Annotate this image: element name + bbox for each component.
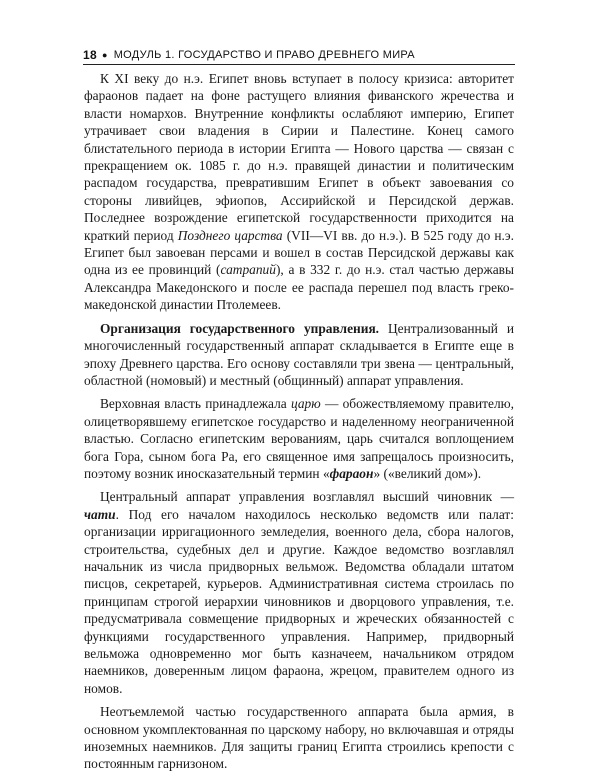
emphasized-text: Организация государственного управления. [100, 320, 380, 336]
paragraph [84, 703, 514, 773]
text-run: Центральный аппарат управления возглавлял высший чиновник — [100, 489, 514, 505]
text-run: . Под его началом находилось несколько ведомств или палат: организации ирригационного земледелия, военного дела, сбора налогов, строительства, судебных дел и другие. Каждое ведомство возглавлял начальник из числа придворных вельмож. Ведомства обладали штатом писцов, секретарей, курьеров. Административная система строилась по принципам строгой иерархии чиновников и дворцового управления, т.е. предусматривала совмещение придворных и жреческих обязанностей с функциями государственного управления. Например, придворный вельможа одновременно мог быть казначеем, начальником отрядом наемников, доверенным лицом фараона, жрецом, правителем одного из номов. [84, 506, 514, 696]
header-rule [83, 64, 515, 65]
text-run: К XI веку до н.э. Египет вновь вступает в полосу кризиса: авторитет фараонов падает на фоне растущего влияния фиванского жречества и власти номархов. Внутренние конфликты ослабляют империю, Египет утрачивает свои владения в Сирии и Палестине. Конец самого блистательного периода в истории Египта — Нового царства — связан с прекращением ок. 1085 г. до н.э. правящей династии и политическим распадом государства, превратившим Египет в объект завоевания со стороны ливийцев, эфиопов, Ассирийской и Персидской держав. Последнее возрождение египетской государственности приходится на краткий период [84, 71, 514, 243]
emphasized-text: царю [290, 396, 321, 412]
body-text [84, 70, 514, 773]
emphasized-text: фараон [329, 465, 374, 481]
text-run: (VII—VI вв. до н.э.). В 525 году до н.э. Египет был завоеван персами и вошел в состав Персидской державы как одна из ее провинций ( [84, 227, 514, 278]
running-title: МОДУЛЬ 1. ГОСУДАРСТВО И ПРАВО ДРЕВНЕГО МИРА [113, 49, 415, 61]
running-header [83, 48, 515, 62]
page-number: 18 [83, 48, 97, 62]
emphasized-text: сатрапий [220, 262, 276, 278]
text-run: ), а в 332 г. до н.э. стал частью державы Александра Македонского и после ее распада перешел под власть греко-македонской династии Птолемеев. [84, 262, 514, 313]
paragraph [84, 395, 514, 482]
paragraph [84, 70, 514, 314]
text-run: Централизованный и многочисленный государственный аппарат складывается в Египте еще в эпоху Древнего царства. Его основу составляли три звена — центральный, областной (номовый) и местный (общинный) аппарат управления. [84, 320, 514, 388]
text-run: — обожествляемому правителю, олицетворявшему египетское государство и наделенному неограниченной властью. Согласно египетским верованиям, царь считался воплощением бога Гора, сыном бога Ра, его священное имя запрещалось произносить, поэтому возник иносказательный термин « [84, 396, 514, 481]
text-run: Неотъемлемой частью государственного аппарата была армия, в основном укомплектованная по царскому набору, но включавшая и отряды иноземных наемников. Для защиты границ Египта строились крепости с постоянным гарнизоном. [84, 704, 514, 772]
paragraph [84, 320, 514, 390]
paragraph [84, 488, 514, 697]
text-run: » («великий дом»). [373, 465, 482, 481]
emphasized-text: Позднего царства [177, 227, 283, 243]
bullet-icon: ● [101, 50, 108, 60]
emphasized-text: чати [84, 506, 116, 522]
text-run: Верховная власть принадлежала [100, 396, 291, 412]
